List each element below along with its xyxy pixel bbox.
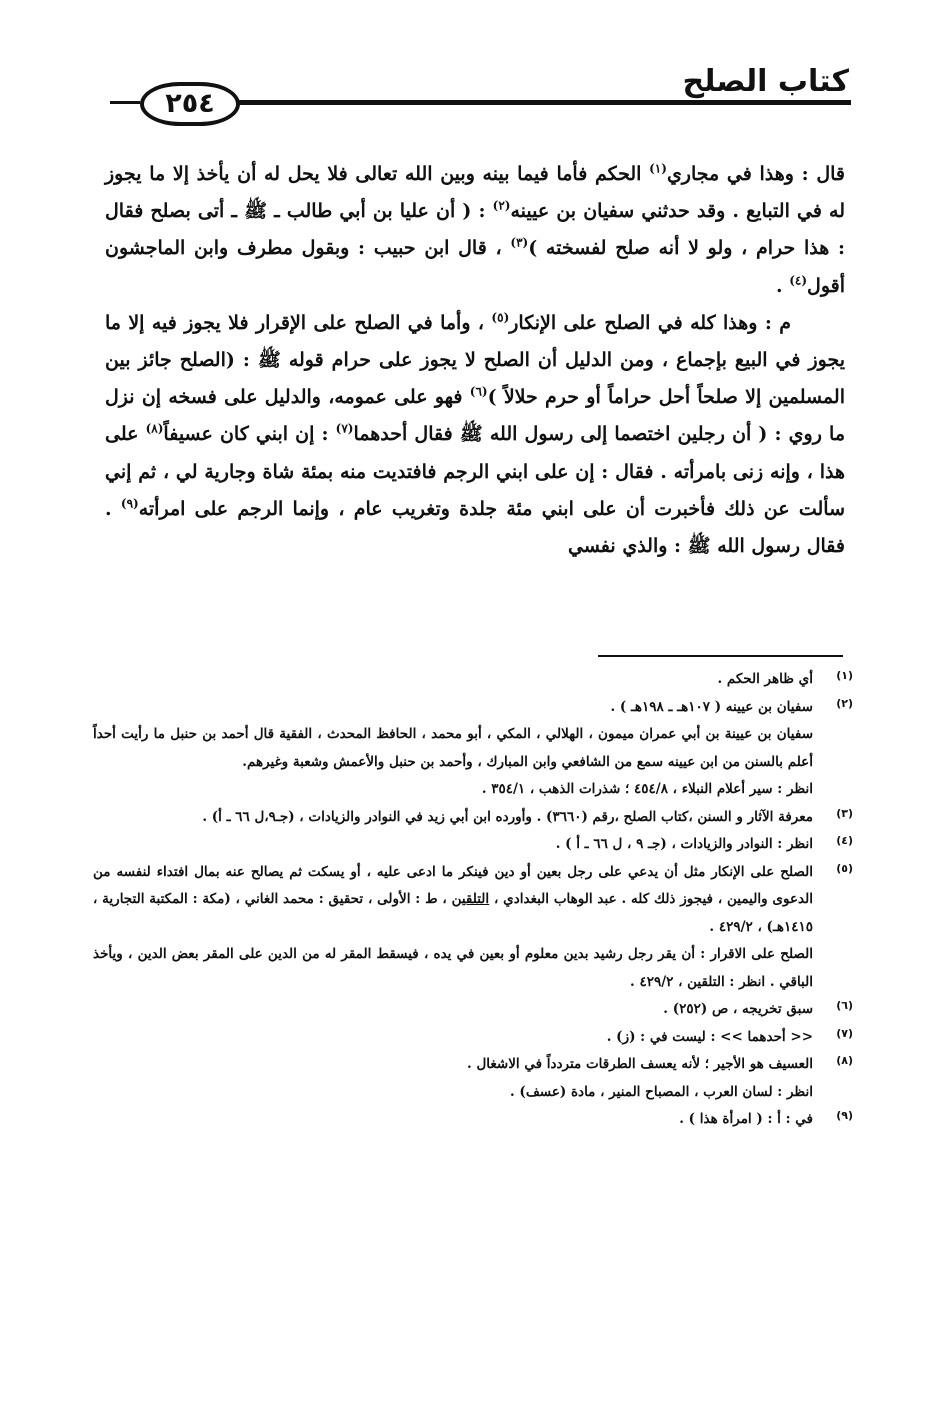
footnote-text: في : أ : ( امرأة هذا ) . [679, 1111, 813, 1127]
paragraph-2 [105, 305, 845, 565]
footnote-text: انظر : النوادر والزيادات ، (جـ ٩ ، ل ٦٦ ـ أ ) . [555, 836, 813, 852]
footnote-8 [93, 1051, 853, 1106]
footnote-text: أي ظاهر الحكم . [717, 671, 813, 687]
footnote-3 [93, 804, 853, 832]
footnote-number: (٧) [836, 1026, 853, 1040]
footnote-1 [93, 666, 853, 694]
text-run: ، ط : الأولى ، تحقيق : محمد الغاني ، (مكة : المكتبة التجارية ، ١٤١٥هـ) ، ٤٢٩/٢ . [93, 891, 813, 935]
paragraph-1 [105, 156, 845, 305]
footnote-ref: (٧) [335, 422, 354, 437]
footnote-number: (٥) [836, 861, 853, 875]
header-rule [225, 100, 851, 105]
header-rule-tail [110, 101, 140, 104]
footnote-5 [93, 859, 853, 997]
footnote-number: (١) [836, 669, 853, 682]
page-number: ٢٥٤ [140, 82, 240, 126]
text-run: قال : وهذا في مجاري [666, 163, 845, 185]
footnote-text: انظر : لسان العرب ، المصباح المنير ، مادة (عسف) . [510, 1083, 813, 1100]
text-run: م : وهذا كله في الصلح على الإنكار [509, 311, 792, 334]
text-run: ، قال ابن حبيب : وبقول مطرف وابن الماجشون أقول [105, 237, 845, 297]
footnote-text: معرفة الآثار و السنن ،كتاب الصلح ،رقم (٣٦٦٠) . وأورده ابن أبي زيد في النوادر والزيادات ، (جـ٩،ل ٦٦ ـ أ) . [202, 808, 813, 825]
footnote-number: (٣) [836, 806, 853, 820]
footnote-text: انظر : سير أعلام النبلاء ، ٤٥٤/٨ ؛ شذرات الذهب ، ٣٥٤/١ . [481, 781, 813, 797]
footnote-text: << أحدهما >> : ليست في : (ز) . [606, 1028, 813, 1045]
footnote-number: (٦) [836, 999, 853, 1012]
text-run: . فقال رسول الله ﷺ : والذي نفسي [105, 497, 845, 558]
footnote-number: (٢) [836, 696, 853, 710]
footnote-ref: (٢) [492, 198, 511, 213]
footnote-text: سفيان بن عيينه ( ١٠٧هـ ـ ١٩٨هـ ) . [610, 698, 813, 715]
text-run: : إن ابني كان عسيفاً [163, 423, 336, 446]
text-run: الحكم فأما فيما بينه وبين الله تعالى فلا يحل له أن يأخذ إلا ما يجوز له في التبايع . وقد حدثني سفيان بن عيينه [105, 163, 845, 223]
footnote-text: سفيان بن عيينة بن أبي عمران ميمون ، الهلالي ، المكي ، أبو محمد ، الحافظ المحدث ، الفقية قال أحمد بن حنبل ما رأيت أحداً أعلم بالسنن من ابن عيينه سمع من الشافعي وابن المبارك ، وأحمد بن حنبل والأعمش وشعبة وغيرهم. [93, 726, 813, 770]
footnotes [93, 666, 853, 1134]
text-run: ، وأما في الصلح على الإقرار فلا يجوز فيه إلا ما يجوز في البيع بإجماع ، ومن الدليل أن الصلح لا يجوز على حرام قوله ﷺ : (الصلح جائز بين المسلمين إلا صلحاً أحل حراماً أو حرم حلالاً ) [105, 311, 845, 409]
footnote-separator [598, 655, 843, 657]
footnote-text [93, 859, 813, 942]
footnote-text: العسيف هو الأجير ؛ لأنه يعسف الطرقات متردداً في الاشغال . [467, 1056, 813, 1072]
footnote-9 [93, 1106, 853, 1134]
footnote-number: (٩) [836, 1109, 853, 1122]
footnote-text: سبق تخريجه ، ص (٢٥٢) . [663, 1001, 813, 1017]
text-run: : ( أن عليا بن أبي طالب ـ ﷺ ـ أتى بصلح فقال : هذا حرام ، ولو لا أنه صلح لفسخته ) [105, 200, 845, 260]
footnote-ref: (٣) [510, 236, 529, 251]
book-title-underlined: التلقين [451, 891, 490, 907]
main-text [105, 156, 845, 565]
footnote-7 [93, 1024, 853, 1052]
text-run: على هذا ، وإنه زنى بامرأته . فقال : إن على ابني الرجم فافتديت منه بمئة شاة وجارية لي ، ثم إني سألت عن ذلك فأخبرت أن على ابني مئة جلدة وتغريب عام ، وإنما الرجم على امرأته [105, 423, 845, 520]
footnote-ref: (٨) [145, 422, 164, 437]
footnote-4 [93, 831, 853, 859]
footnote-ref: (٥) [491, 310, 510, 325]
footnote-number: (٨) [836, 1054, 853, 1067]
footnote-6 [93, 996, 853, 1024]
footnote-ref: (٤) [789, 273, 808, 288]
footnote-text: الصلح على الاقرار : أن يقر رجل رشيد بدين معلوم أو بعين في يده ، فيسقط المقر له من الدين على المقر بعض الدين ، ويأخذ الباقي . انظر : التلقين ، ٤٢٩/٢ . [93, 946, 813, 990]
footnote-2 [93, 694, 853, 804]
footnote-ref: (١) [649, 161, 667, 176]
text-run: الصلح على الإنكار مثل أن يدعي على رجل بعين أو دين فينكر ما ادعى عليه ، أو يسكت ثم يصالح عنه بمال افتداء لنفسه من الدعوى واليمين ، فيجوز ذلك كله . عبد الوهاب البغدادي ، [93, 863, 813, 907]
footnote-ref: (٦) [469, 384, 488, 399]
running-title: كتاب الصلح [682, 64, 849, 99]
footnote-number: (٤) [836, 834, 853, 847]
footnote-ref: (٩) [120, 496, 139, 511]
text-run: . [775, 274, 790, 297]
text-run: فهو على عمومه، والدليل على فسخه إن نزل ما روي : ( أن رجلين اختصما إلى رسول الله ﷺ فقال أحدهما [105, 386, 845, 446]
